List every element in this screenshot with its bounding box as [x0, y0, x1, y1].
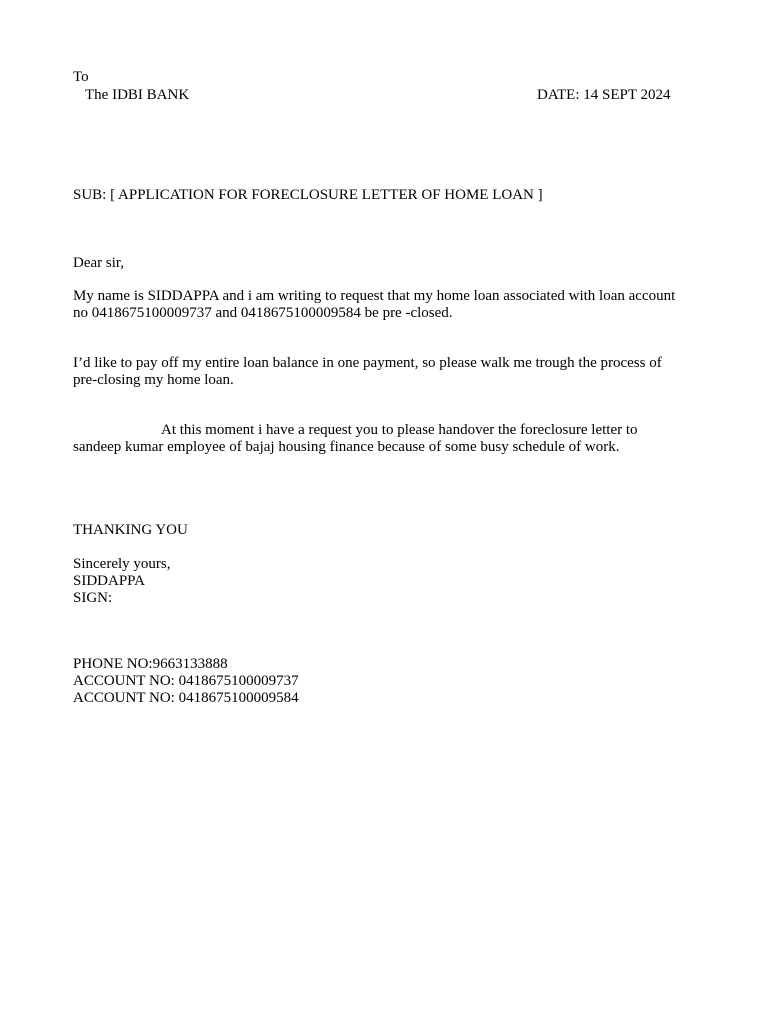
letter-date: DATE: 14 SEPT 2024: [537, 87, 671, 103]
paragraph-payoff-line: I’d like to pay off my entire loan balance in one payment, so please walk me trough the process of: [73, 355, 662, 371]
paragraph-handover-line: sandeep kumar employee of bajaj housing finance because of some busy schedule of work.: [73, 439, 620, 455]
phone-number: PHONE NO:9663133888: [73, 656, 228, 672]
paragraph-request-line: no 0418675100009737 and 0418675100009584 be pre -closed.: [73, 305, 453, 321]
account-number-2: ACCOUNT NO: 0418675100009584: [73, 690, 299, 706]
addressee: The IDBI BANK: [85, 87, 190, 103]
paragraph-request-line: My name is SIDDAPPA and i am writing to request that my home loan associated with loan account: [73, 288, 676, 304]
paragraph-handover-line: At this moment i have a request you to please handover the foreclosure letter to: [161, 422, 638, 438]
subject-line: SUB: [ APPLICATION FOR FORECLOSURE LETTER OF HOME LOAN ]: [73, 187, 543, 203]
paragraph-payoff-line: pre-closing my home loan.: [73, 372, 234, 388]
sender-name: SIDDAPPA: [73, 573, 145, 589]
to-label: To: [73, 69, 89, 85]
sign-label: SIGN:: [73, 590, 113, 606]
account-number-1: ACCOUNT NO: 0418675100009737: [73, 673, 299, 689]
salutation: Dear sir,: [73, 255, 125, 271]
paragraph-request: [73, 288, 703, 322]
thanks-line: THANKING YOU: [73, 522, 188, 538]
paragraph-handover: [73, 422, 703, 456]
closing-line: Sincerely yours,: [73, 556, 171, 572]
paragraph-payoff: [73, 355, 703, 389]
